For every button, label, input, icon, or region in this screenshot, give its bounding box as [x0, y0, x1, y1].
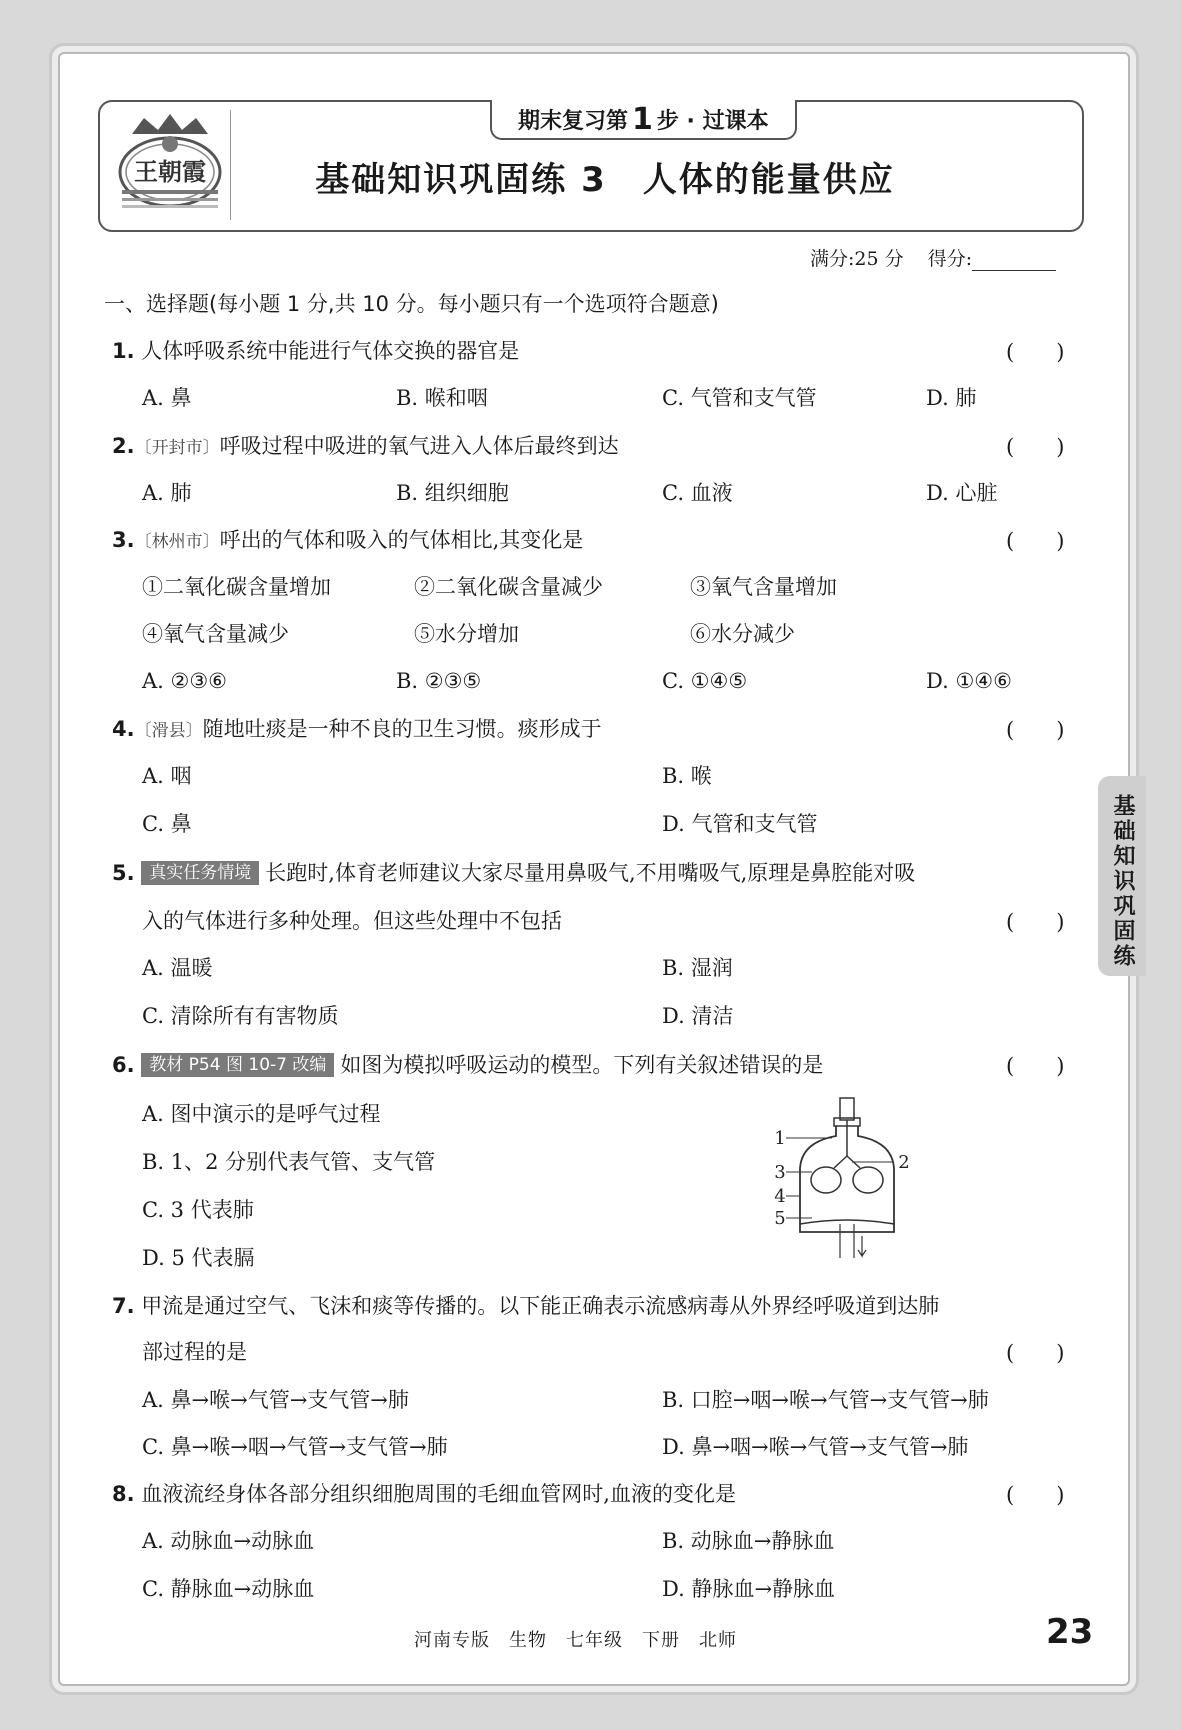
- q2-option-c[interactable]: C. 血液: [662, 481, 733, 505]
- q1-option-c[interactable]: C. 气管和支气管: [662, 386, 817, 410]
- q2-option-b[interactable]: B. 组织细胞: [396, 481, 509, 505]
- q3-statement-3: ③氧气含量增加: [690, 575, 837, 599]
- publisher-logo: [112, 110, 231, 220]
- q5-badge: 真实任务情境: [141, 861, 259, 885]
- q5-stem-line1: 5. 真实任务情境 长跑时,体育老师建议大家尽量用鼻吸气,不用嘴吸气,原理是鼻腔能对吸: [112, 861, 916, 885]
- q3-statement-5: ⑤水分增加: [414, 622, 519, 646]
- score-label: 得分:: [927, 248, 973, 270]
- q4-stem: 4.〔滑县〕随地吐痰是一种不良的卫生习惯。痰形成于: [112, 717, 602, 741]
- q1-option-b[interactable]: B. 喉和咽: [396, 386, 488, 410]
- q8-option-c[interactable]: C. 静脉血→动脉血: [142, 1577, 315, 1601]
- section-title: 一、选择题(每小题 1 分,共 10 分。每小题只有一个选项符合题意): [104, 292, 719, 316]
- q7-option-b[interactable]: B. 口腔→咽→喉→气管→支气管→肺: [662, 1388, 989, 1412]
- q8-option-d[interactable]: D. 静脉血→静脉血: [662, 1577, 836, 1601]
- q1-option-d[interactable]: D. 肺: [926, 386, 977, 410]
- q3-stem: 3.〔林州市〕呼出的气体和吸入的气体相比,其变化是: [112, 528, 584, 552]
- score-line: [810, 244, 1056, 271]
- q6-stem: 6. 教材 P54 图 10-7 改编 如图为模拟呼吸运动的模型。下列有关叙述错误的是: [112, 1053, 824, 1077]
- q7-answer-paren[interactable]: ( ): [1006, 1341, 1065, 1365]
- diagram-label-1: 1: [774, 1128, 786, 1149]
- svg-text:王朝霞: 王朝霞: [134, 157, 206, 186]
- q3-statement-6: ⑥水分减少: [690, 622, 795, 646]
- q7-option-c[interactable]: C. 鼻→喉→咽→气管→支气管→肺: [142, 1435, 448, 1459]
- diagram-label-4: 4: [774, 1186, 786, 1207]
- full-score: 满分:25 分: [810, 248, 904, 270]
- q7-stem-line2: 部过程的是: [142, 1340, 247, 1364]
- q6-option-c[interactable]: C. 3 代表肺: [142, 1198, 254, 1222]
- q6-option-b[interactable]: B. 1、2 分别代表气管、支气管: [142, 1150, 436, 1174]
- q8-option-a[interactable]: A. 动脉血→动脉血: [142, 1529, 315, 1553]
- review-step-ribbon: [490, 100, 797, 140]
- q7-stem-line1: 7. 甲流是通过空气、飞沫和痰等传播的。以下能正确表示流感病毒从外界经呼吸道到达肺: [112, 1294, 940, 1318]
- ribbon-pre: 期末复习第: [518, 108, 629, 134]
- q4-answer-paren[interactable]: ( ): [1006, 718, 1065, 742]
- diagram-label-5: 5: [774, 1208, 786, 1229]
- q5-option-d[interactable]: D. 清洁: [662, 1004, 734, 1028]
- q6-answer-paren[interactable]: ( ): [1006, 1054, 1065, 1078]
- q8-answer-paren[interactable]: ( ): [1006, 1483, 1065, 1507]
- q5-option-a[interactable]: A. 温暖: [142, 956, 213, 980]
- page-title: 基础知识巩固练 3 人体的能量供应: [315, 160, 895, 200]
- q2-option-d[interactable]: D. 心脏: [926, 481, 998, 505]
- title-header: [98, 100, 1084, 232]
- q7-option-a[interactable]: A. 鼻→喉→气管→支气管→肺: [142, 1388, 409, 1412]
- q5-answer-paren[interactable]: ( ): [1006, 910, 1065, 934]
- q8-option-b[interactable]: B. 动脉血→静脉血: [662, 1529, 835, 1553]
- q4-option-d[interactable]: D. 气管和支气管: [662, 812, 818, 836]
- score-blank[interactable]: [972, 270, 1056, 271]
- q5-stem-line2: 入的气体进行多种处理。但这些处理中不包括: [142, 909, 562, 933]
- q8-stem: 8. 血液流经身体各部分组织细胞周围的毛细血管网时,血液的变化是: [112, 1482, 736, 1506]
- q6-option-d[interactable]: D. 5 代表膈: [142, 1246, 255, 1270]
- q4-option-b[interactable]: B. 喉: [662, 764, 712, 788]
- q2-answer-paren[interactable]: ( ): [1006, 435, 1065, 459]
- footer-edition-info: 河南专版 生物 七年级 下册 北师: [414, 1630, 737, 1651]
- diagram-label-2: 2: [898, 1152, 910, 1173]
- q1-option-a[interactable]: A. 鼻: [142, 386, 192, 410]
- q7-option-d[interactable]: D. 鼻→咽→喉→气管→支气管→肺: [662, 1435, 969, 1459]
- q6-badge: 教材 P54 图 10-7 改编: [141, 1053, 334, 1077]
- q3-option-a[interactable]: A. ②③⑥: [142, 669, 227, 693]
- q3-option-c[interactable]: C. ①④⑤: [662, 669, 748, 693]
- q1-stem: 1. 人体呼吸系统中能进行气体交换的器官是: [112, 339, 520, 363]
- q2-stem: 2.〔开封市〕呼吸过程中吸进的氧气进入人体后最终到达: [112, 434, 619, 458]
- q3-option-d[interactable]: D. ①④⑥: [926, 669, 1012, 693]
- q3-statement-4: ④氧气含量减少: [142, 622, 289, 646]
- q3-option-b[interactable]: B. ②③⑤: [396, 669, 482, 693]
- ribbon-step-number: 1: [632, 101, 653, 137]
- side-tab-basic-practice[interactable]: 基础知识巩固练: [1098, 776, 1146, 976]
- q5-option-b[interactable]: B. 湿润: [662, 956, 733, 980]
- q3-answer-paren[interactable]: ( ): [1006, 529, 1065, 553]
- q5-option-c[interactable]: C. 清除所有有害物质: [142, 1004, 339, 1028]
- ribbon-post: 步 · 过课本: [656, 108, 769, 134]
- breathing-model-diagram: [772, 1096, 922, 1270]
- q4-option-c[interactable]: C. 鼻: [142, 812, 192, 836]
- page-number: 23: [1046, 1612, 1094, 1652]
- q3-statement-1: ①二氧化碳含量增加: [142, 575, 331, 599]
- q1-answer-paren[interactable]: ( ): [1006, 340, 1065, 364]
- q3-statement-2: ②二氧化碳含量减少: [414, 575, 603, 599]
- q2-option-a[interactable]: A. 肺: [142, 481, 192, 505]
- q6-option-a[interactable]: A. 图中演示的是呼气过程: [142, 1102, 381, 1126]
- q4-option-a[interactable]: A. 咽: [142, 764, 192, 788]
- diagram-label-3: 3: [774, 1162, 786, 1183]
